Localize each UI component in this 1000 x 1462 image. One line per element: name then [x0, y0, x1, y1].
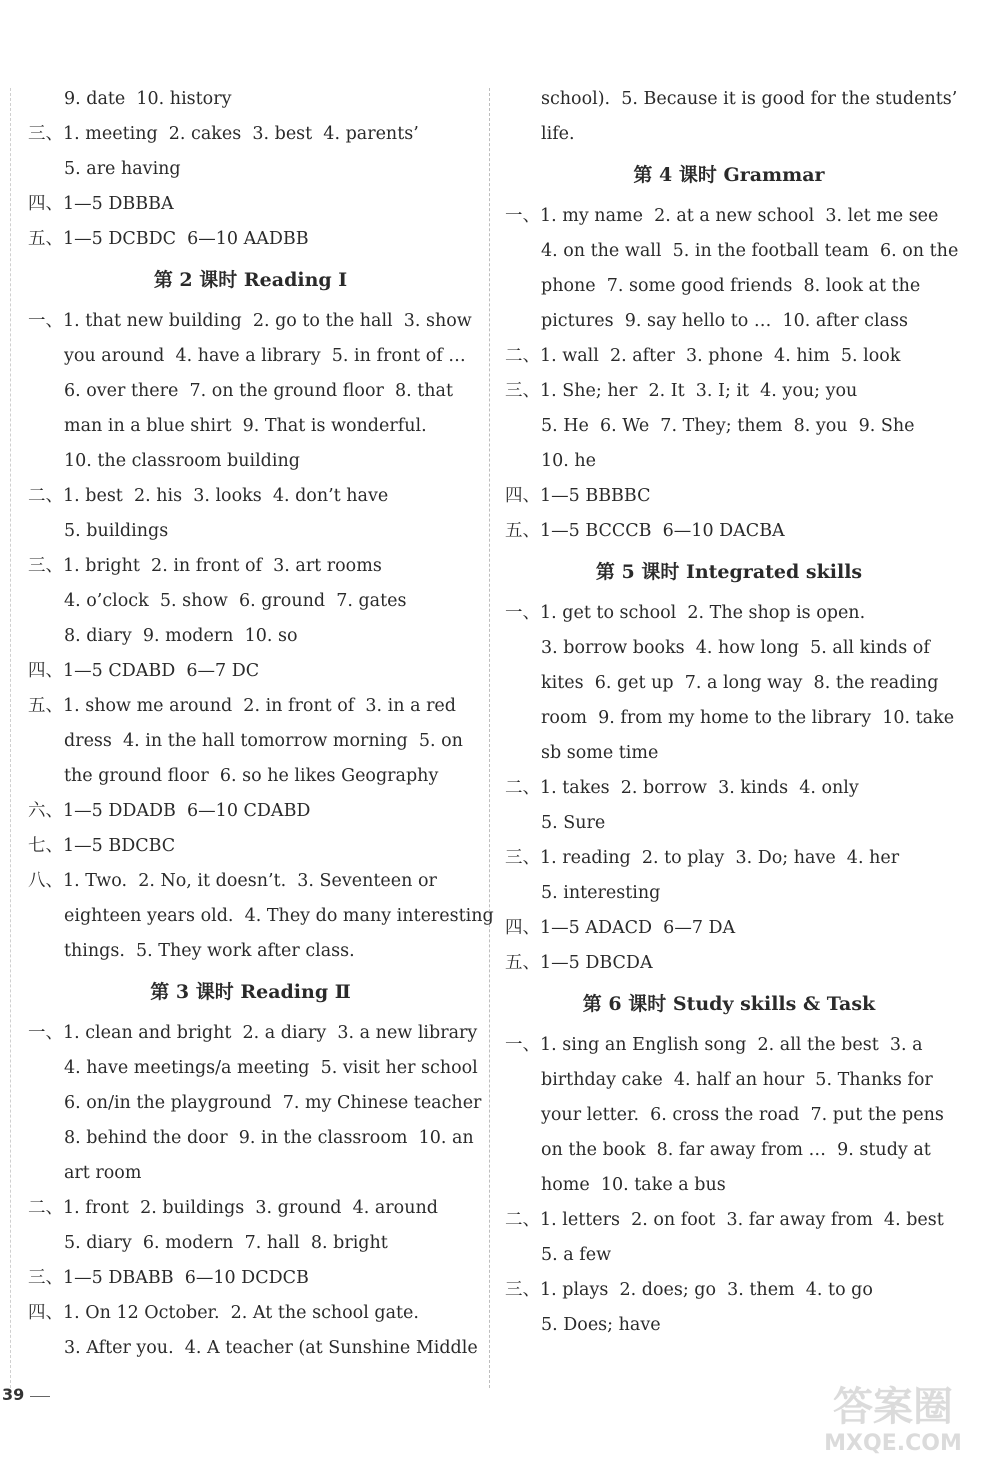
lesson-heading: 第 6 课时 Study skills & Task — [582, 993, 876, 1015]
answer-line: 6. over there 7. on the ground floor 8. that — [64, 381, 453, 401]
answer-line: 一、1. clean and bright 2. a diary 3. a new library — [28, 1023, 478, 1043]
answer-line: 五、1—5 DCBDC 6—10 AADBB — [28, 229, 309, 249]
left-margin-rule — [10, 88, 11, 1388]
answer-line: dress 4. in the hall tomorrow morning 5. on — [64, 731, 463, 751]
page-number-dash — [30, 1396, 50, 1397]
answer-line: 10. he — [541, 451, 597, 471]
answer-line: 6. on/in the playground 7. my Chinese teacher — [64, 1093, 482, 1113]
answer-line: birthday cake 4. half an hour 5. Thanks for — [541, 1070, 933, 1090]
answer-line: 一、1. that new building 2. go to the hall 3. show — [28, 311, 472, 331]
answer-line: 三、1. She; her 2. It 3. I; it 4. you; you — [505, 381, 858, 401]
watermark-logo — [808, 1376, 978, 1456]
answer-line: 5. Sure — [541, 813, 606, 833]
answer-line: room 9. from my home to the library 10. take — [541, 708, 955, 728]
answer-line: home 10. take a bus — [541, 1175, 726, 1195]
answer-line: 五、1—5 BCCCB 6—10 DACBA — [505, 521, 785, 541]
answer-line: 5. He 6. We 7. They; them 8. you 9. She — [541, 416, 915, 436]
answer-line: on the book 8. far away from … 9. study at — [541, 1140, 931, 1160]
answer-line: 二、1. front 2. buildings 3. ground 4. around — [28, 1198, 438, 1218]
answer-line: 二、1. letters 2. on foot 3. far away from 4. best — [505, 1210, 944, 1230]
answer-line: 二、1. best 2. his 3. looks 4. don’t have — [28, 486, 389, 506]
answer-line: 8. diary 9. modern 10. so — [64, 626, 298, 646]
answer-line: 四、1—5 ADACD 6—7 DA — [505, 918, 736, 938]
answer-line: 一、1. sing an English song 2. all the best 3. a — [505, 1035, 923, 1055]
answer-line: 一、1. get to school 2. The shop is open. — [505, 603, 866, 623]
answer-line: 四、1—5 CDABD 6—7 DC — [28, 661, 260, 681]
answer-line: your letter. 6. cross the road 7. put the pens — [541, 1105, 944, 1125]
answer-line: 五、1. show me around 2. in front of 3. in a red — [28, 696, 456, 716]
answer-line: 4. have meetings/a meeting 5. visit her school — [64, 1058, 478, 1078]
answer-line: eighteen years old. 4. They do many interesting — [64, 906, 494, 926]
answer-line: 四、1—5 BBBBC — [505, 486, 651, 506]
answer-line: 5. Does; have — [541, 1315, 661, 1335]
answer-line: 四、1. On 12 October. 2. At the school gate. — [28, 1303, 419, 1323]
answer-line: man in a blue shirt 9. That is wonderful. — [64, 416, 427, 436]
answer-line: 8. behind the door 9. in the classroom 10. an — [64, 1128, 474, 1148]
column-divider — [489, 88, 490, 1388]
answer-line: 三、1—5 DBABB 6—10 DCDCB — [28, 1268, 309, 1288]
answer-line: 三、1. reading 2. to play 3. Do; have 4. her — [505, 848, 900, 868]
answer-line: 二、1. takes 2. borrow 3. kinds 4. only — [505, 778, 859, 798]
answer-line: 3. After you. 4. A teacher (at Sunshine Middle — [64, 1338, 478, 1358]
answer-line: sb some time — [541, 743, 659, 763]
answer-line: you around 4. have a library 5. in front of … — [64, 346, 466, 366]
answer-line: 一、1. my name 2. at a new school 3. let me see — [505, 206, 939, 226]
lesson-heading: 第 3 课时 Reading Ⅱ — [150, 981, 351, 1003]
watermark-url: MXQE.COM — [824, 1431, 962, 1456]
answer-line: 二、1. wall 2. after 3. phone 4. him 5. look — [505, 346, 901, 366]
answer-line: 三、1. meeting 2. cakes 3. best 4. parents’ — [28, 124, 419, 144]
answer-line: 五、1—5 DBCDA — [505, 953, 653, 973]
left-column — [28, 82, 494, 1366]
answer-line: 9. date 10. history — [64, 89, 232, 109]
answer-line: 5. buildings — [64, 521, 169, 541]
watermark-svg — [808, 1376, 978, 1456]
answer-line: 10. the classroom building — [64, 451, 300, 471]
watermark-text: 答案圈 — [833, 1384, 953, 1430]
lesson-heading: 第 5 课时 Integrated skills — [595, 561, 863, 583]
answer-line: 四、1—5 DBBBA — [28, 194, 174, 214]
answer-line: things. 5. They work after class. — [64, 941, 355, 961]
answer-line: kites 6. get up 7. a long way 8. the reading — [541, 673, 939, 693]
lesson-heading: 第 2 课时 Reading Ⅰ — [153, 269, 348, 291]
lesson-heading: 第 4 课时 Grammar — [633, 164, 825, 186]
answer-line: 六、1—5 DDADB 6—10 CDABD — [28, 801, 311, 821]
answer-line: 5. interesting — [541, 883, 661, 903]
answer-line: pictures 9. say hello to … 10. after class — [541, 311, 908, 331]
answer-line: the ground floor 6. so he likes Geography — [64, 766, 439, 786]
right-column — [505, 82, 959, 1343]
answer-line: 5. are having — [64, 159, 181, 179]
answer-line: 三、1. bright 2. in front of 3. art rooms — [28, 556, 382, 576]
answer-line: phone 7. some good friends 8. look at the — [541, 276, 921, 296]
page-number: 39 — [2, 1385, 25, 1404]
answer-line: 4. on the wall 5. in the football team 6. on the — [541, 241, 959, 261]
answer-line: 5. a few — [541, 1245, 612, 1265]
answer-line: art room — [64, 1163, 142, 1183]
answer-line: 七、1—5 BDCBC — [28, 836, 176, 856]
answer-line: 5. diary 6. modern 7. hall 8. bright — [64, 1233, 388, 1253]
answer-line: school). 5. Because it is good for the students’ — [541, 89, 958, 109]
answer-line: 三、1. plays 2. does; go 3. them 4. to go — [505, 1280, 873, 1300]
answer-line: life. — [541, 124, 575, 144]
answer-line: 八、1. Two. 2. No, it doesn’t. 3. Seventeen or — [28, 871, 437, 891]
answer-line: 4. o’clock 5. show 6. ground 7. gates — [64, 591, 407, 611]
answer-line: 3. borrow books 4. how long 5. all kinds of — [541, 638, 930, 658]
